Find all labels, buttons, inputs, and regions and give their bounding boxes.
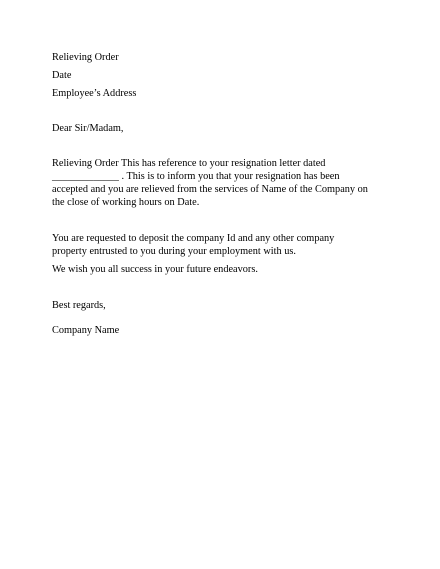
salutation: Dear Sir/Madam, — [52, 123, 124, 134]
signature-company-name: Company Name — [52, 325, 120, 336]
employee-address: Employee’s Address — [52, 88, 137, 99]
paragraph-3: We wish you all success in your future endeavors. — [52, 264, 258, 275]
paragraph-1-line-2: _____________ . This is to inform you that your resignation has been — [52, 171, 340, 182]
paragraph-1-line-1: Relieving Order This has reference to your resignation letter dated — [52, 158, 326, 169]
closing: Best regards, — [52, 300, 106, 311]
paragraph-1-line-4: the close of working hours on Date. — [52, 197, 200, 208]
paragraph-2-line-2: property entrusted to you during your employment with us. — [52, 246, 296, 257]
date-field: Date — [52, 70, 72, 81]
paragraph-1-line-3: accepted and you are relieved from the services of Name of the Company on — [52, 184, 368, 195]
letter-title: Relieving Order — [52, 52, 119, 63]
paragraph-2-line-1: You are requested to deposit the company Id and any other company — [52, 233, 335, 244]
